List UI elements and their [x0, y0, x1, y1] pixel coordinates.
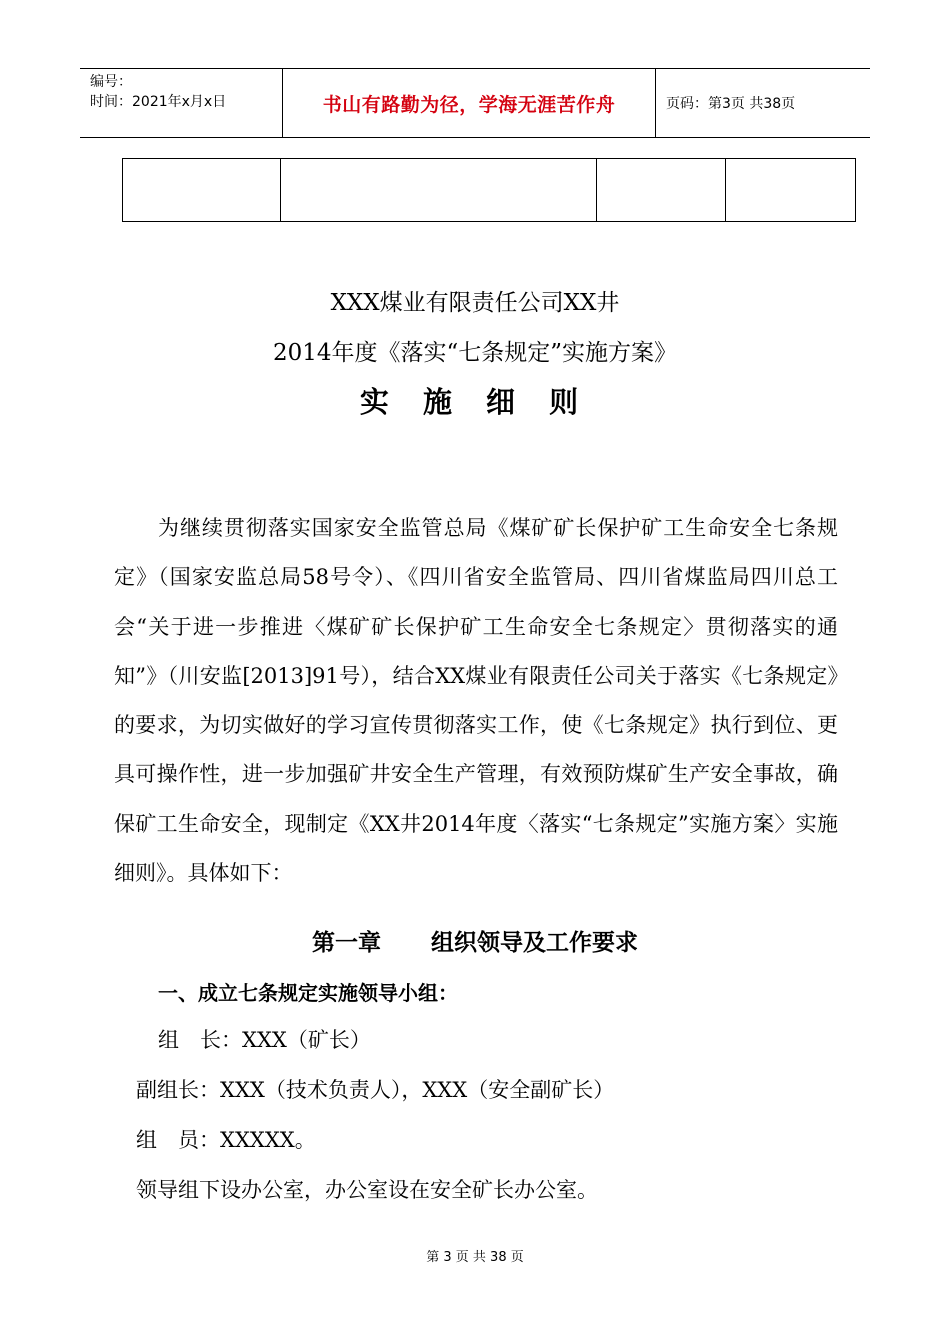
chapter-heading	[0, 924, 950, 957]
title-rules: 实 施 细 则	[359, 385, 591, 419]
empty-table	[122, 158, 856, 222]
header-motto: 书山有路勤为径，学海无涯苦作舟	[282, 69, 656, 137]
page-footer: 第 3 页 共 38 页	[426, 1250, 524, 1265]
document-time: 时间：2021年x月x日	[90, 94, 227, 110]
section-heading: 一、成立七条规定实施领导小组：	[158, 981, 458, 1005]
title-plan: 2014年度《落实“七条规定”实施方案》	[272, 340, 678, 366]
title-company: XXX煤业有限责任公司XX井	[330, 290, 620, 316]
group-leader: 组 长：XXX（矿长）	[158, 1028, 371, 1052]
document-number: 编号：	[90, 74, 132, 90]
header-page-info: 页码：第3页 共38页	[666, 96, 796, 112]
chapter-title: 组织领导及工作要求	[431, 930, 638, 956]
office-note: 领导组下设办公室，办公室设在安全矿长办公室。	[136, 1178, 598, 1202]
intro-paragraph: 为继续贯彻落实国家安全监管总局《煤矿矿长保护矿工生命安全七条规定》（国家安监总局58号令）、《四川省安全监管局、四川省煤监局四川总工会“关于进一步推进〈煤矿矿长保护矿工生命安全七条规定〉贯彻落实的通知”》（川安监[2013]91号），结合XX煤业有限责任公司关于落实《七条规定》的要求，为切实做好的学习宣传贯彻落实工作，使《七条规定》执行到位、更具可操作性，进一步加强矿井安全生产管理，有效预防煤矿生产安全事故，确保矿工生命安全，现制定《XX井2014年度〈落实“七条规定”实施方案〉实施细则》。具体如下：	[114, 516, 838, 886]
header-meta	[80, 69, 282, 137]
table-cell	[597, 159, 726, 221]
table-cell	[726, 159, 855, 221]
page-header	[80, 68, 870, 138]
table-cell	[123, 159, 281, 221]
table-cell	[281, 159, 597, 221]
group-deputy: 副组长：XXX（技术负责人），XXX（安全副矿长）	[136, 1078, 615, 1102]
group-members: 组 员：XXXXX。	[136, 1128, 316, 1152]
chapter-number: 第一章	[312, 930, 381, 956]
